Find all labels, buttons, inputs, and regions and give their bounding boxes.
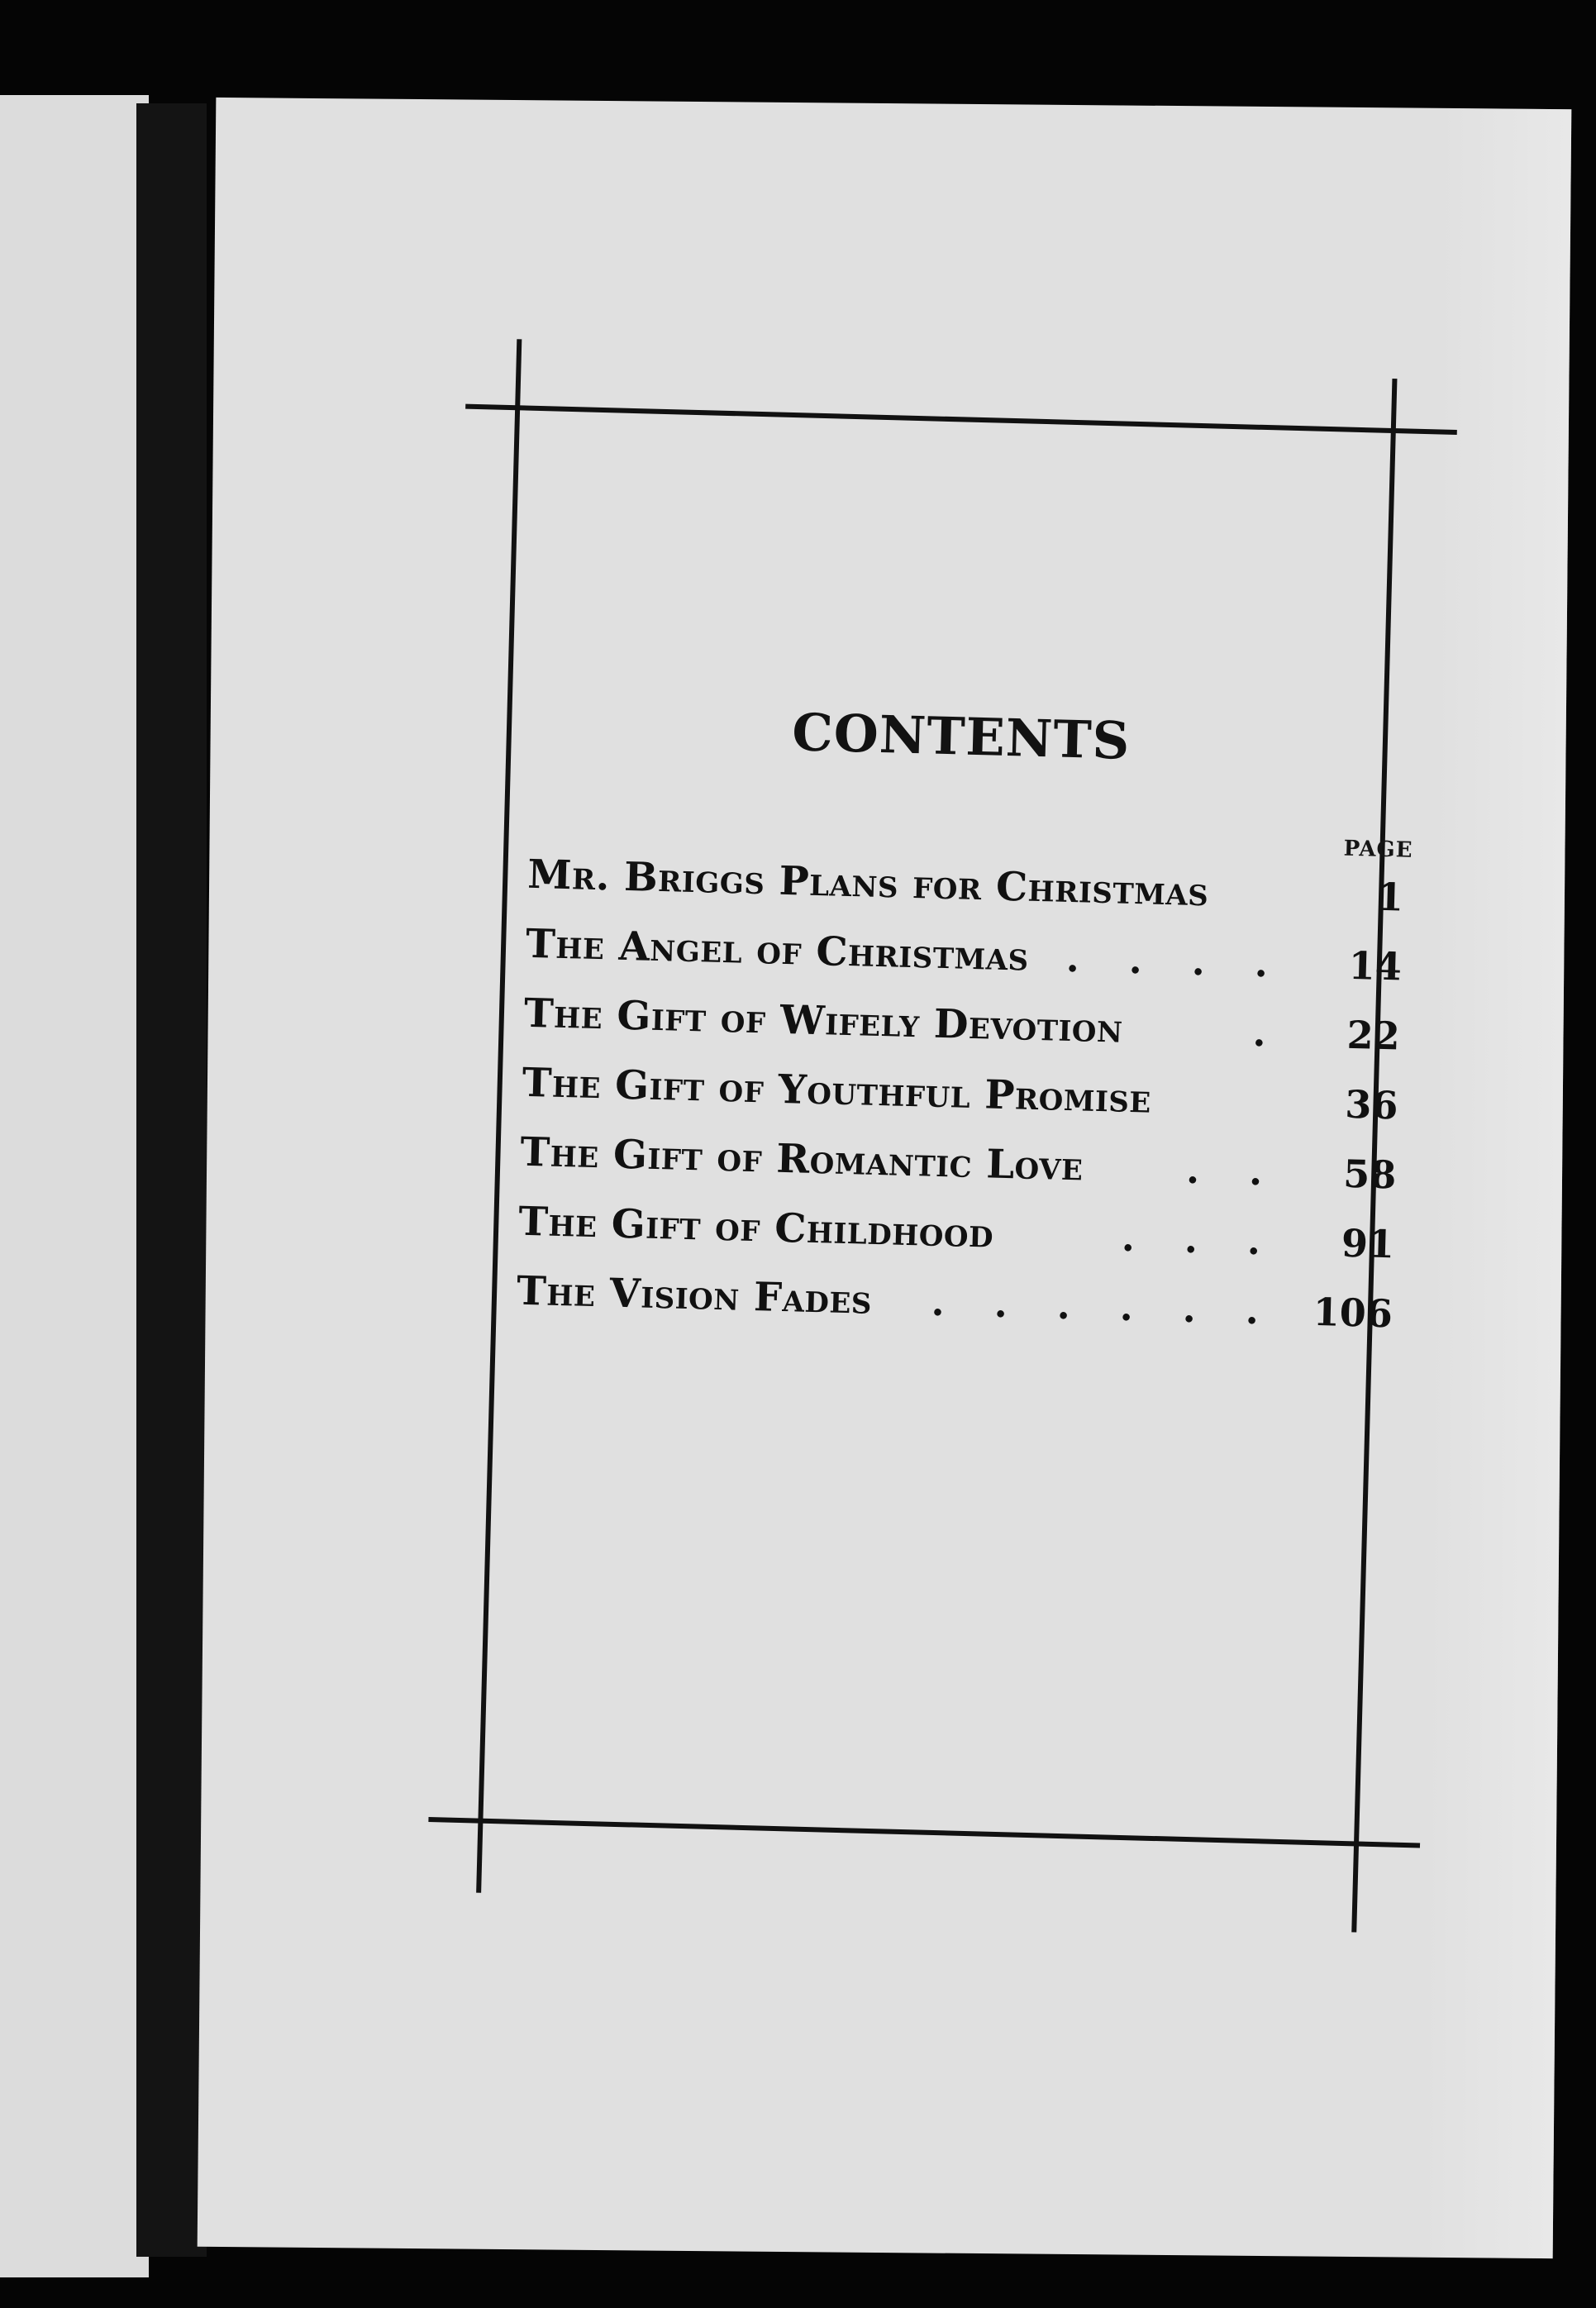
frame-top-rule (465, 404, 1457, 435)
table-of-contents (516, 840, 1404, 1349)
toc-entry-page: 106 (1313, 1289, 1394, 1337)
toc-leader-dots: . . . . . . (931, 1279, 1278, 1333)
toc-leader-dots: . . . (1121, 1214, 1279, 1264)
book-page (198, 98, 1572, 2258)
page-column-heading: PAGE (1343, 836, 1413, 863)
toc-entry-title: Mr. Briggs Plans for Christmas (526, 851, 1210, 916)
toc-entry-page: 22 (1346, 1012, 1401, 1059)
book-spine (136, 103, 207, 2257)
toc-entry-title: The Gift of Wifely Devotion (523, 989, 1124, 1052)
toc-leader-dots (1151, 1099, 1316, 1104)
toc-entry-page: 36 (1344, 1081, 1399, 1128)
toc-entry-title: The Vision Fades (516, 1267, 873, 1323)
left-page-edge (0, 95, 149, 2277)
toc-leader-dots: . . . . (1065, 935, 1287, 986)
toc-entry-page: 14 (1348, 942, 1403, 989)
toc-entry-title: The Angel of Christmas (525, 920, 1030, 980)
frame-bottom-rule (428, 1817, 1420, 1848)
toc-entry-title: The Gift of Childhood (517, 1198, 994, 1257)
toc-entry-page: 1 (1376, 874, 1404, 920)
toc-entry-title: The Gift of Romantic Love (519, 1128, 1084, 1190)
toc-leader-dots: . (1251, 1009, 1285, 1056)
toc-leader-dots: . . (1185, 1147, 1281, 1195)
frame-left-rule (476, 339, 522, 1893)
toc-entry-page: 58 (1342, 1151, 1397, 1198)
toc-entry-page: 91 (1341, 1220, 1395, 1267)
decorative-frame (476, 339, 1558, 1919)
page-title: CONTENTS (791, 702, 1131, 771)
toc-leader-dots (1208, 892, 1321, 895)
toc-entry-title: The Gift of Youthful Promise (522, 1059, 1152, 1123)
